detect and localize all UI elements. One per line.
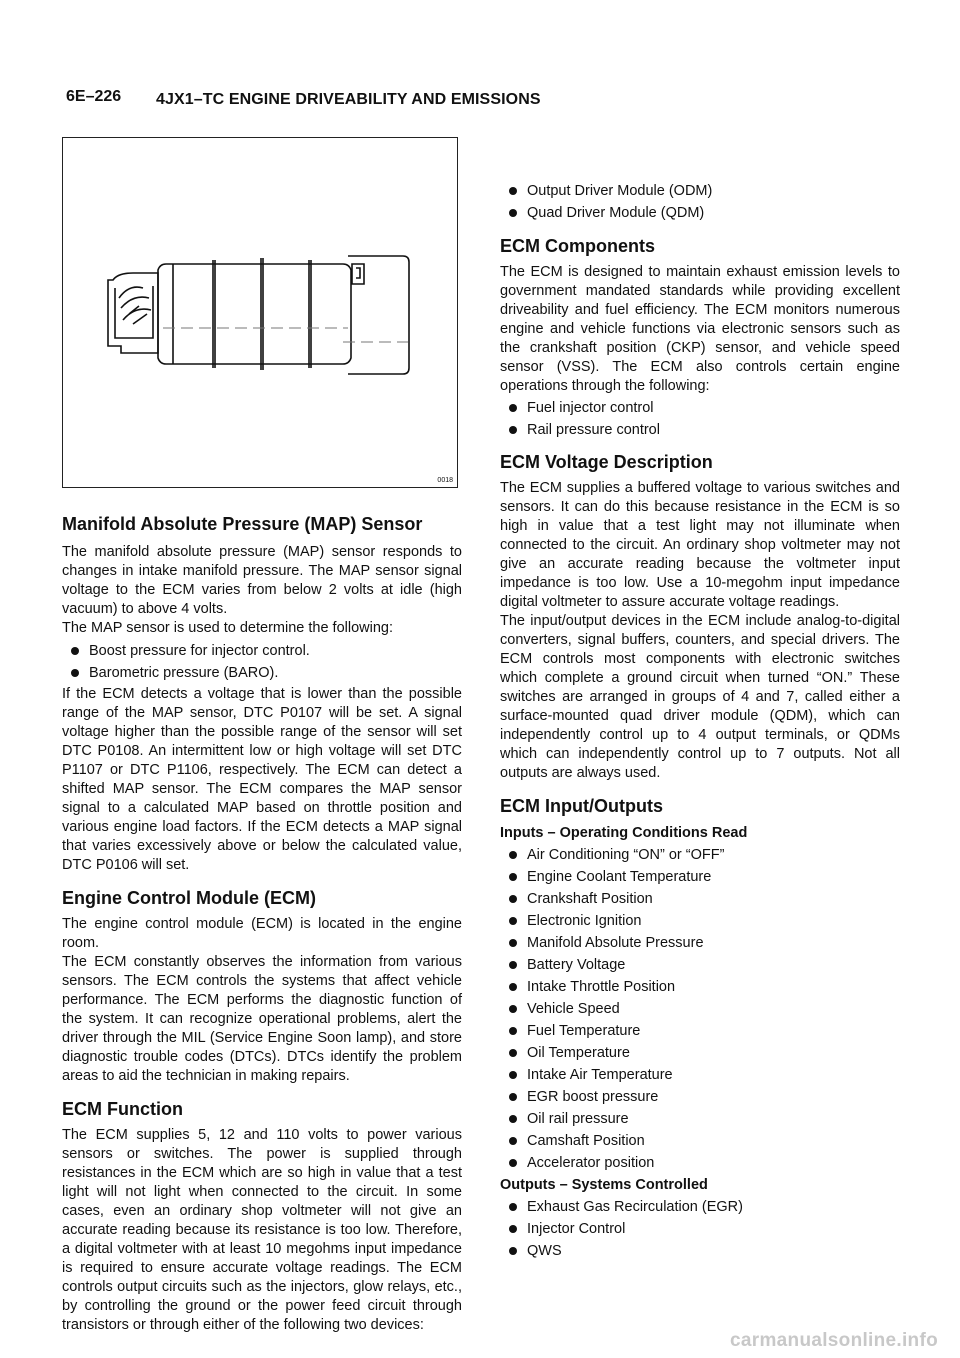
function-bullets bbox=[500, 180, 900, 224]
list-item: Air Conditioning “ON” or “OFF” bbox=[500, 844, 900, 866]
list-item: Quad Driver Module (QDM) bbox=[500, 202, 900, 224]
components-paragraph-1: The ECM is designed to maintain exhaust emission levels to government mandated standards while providing excellent driveability and fuel efficiency. The ECM monitors numerous engine and vehicle functions via electronic sensors such as the crankshaft position (CKP) sensor, and vehicle speed sensor (VSS). The ECM also controls certain engine operations through the following: bbox=[500, 264, 900, 394]
list-item: QWS bbox=[500, 1240, 900, 1262]
function-paragraph-1: The ECM supplies 5, 12 and 110 volts to power various sensors or switches. The power is supplied through resistances in the ECM which are so high in value that a test light will not light when connected to the circuit. In some cases, even an ordinary shop voltmeter will not give an accurate reading because its resistance is too low. Therefore, a digital voltmeter with at least 10 megohms input impedance is required to ensure accurate voltage readings. The ECM controls output circuits such as the injectors, glow relays, etc., by controlling the ground or the power feed circuit through transistors or through either of the following two devices: bbox=[62, 1127, 462, 1333]
voltage-paragraph-1: The ECM supplies a buffered voltage to various switches and sensors. It can do this because resistance in the ECM is so high in value that a test light may not illuminate when connected to the circuit. An ordinary shop voltmeter may not give an accurate reading because the voltmeter input impedance is too low. Use a 10-megohm input impedance digital voltmeter to assure accurate voltage readings. bbox=[500, 480, 900, 610]
list-item: Intake Throttle Position bbox=[500, 976, 900, 998]
components-heading: ECM Components bbox=[500, 236, 655, 256]
watermark: carmanualsonline.info bbox=[730, 1330, 938, 1351]
ecm-paragraph-1: The engine control module (ECM) is located in the engine room. bbox=[62, 916, 462, 951]
list-item: Crankshaft Position bbox=[500, 888, 900, 910]
components-section bbox=[500, 235, 900, 1262]
map-paragraph-1: The manifold absolute pressure (MAP) sensor responds to changes in intake manifold pressure. The MAP sensor signal voltage to the ECM varies from below 2 volts at idle (high vacuum) to above 4 volts. bbox=[62, 544, 462, 617]
figure-code: 0018 bbox=[437, 477, 453, 484]
list-item: Intake Air Temperature bbox=[500, 1064, 900, 1086]
list-item: Oil rail pressure bbox=[500, 1108, 900, 1130]
page-header-title: 4JX1–TC ENGINE DRIVEABILITY AND EMISSIONS bbox=[156, 91, 541, 108]
ecm-heading: Engine Control Module (ECM) bbox=[62, 888, 316, 908]
map-paragraph-3: If the ECM detects a voltage that is lower than the possible range of the MAP sensor, DTC P0107 will be set. A signal voltage higher than the possible range of the sensor will set DTC P0108. An intermittent low or high voltage will set DTC P1107 or DTC P1106, respectively. The ECM can detect a shifted MAP sensor. The ECM compares the MAP sensor signal to a calculated MAP based on throttle position and various engine load factors. If the ECM detects a MAP signal that varies excessively above or below the calculated value, DTC P0106 will set. bbox=[62, 686, 462, 873]
list-item: Barometric pressure (BARO). bbox=[62, 662, 462, 684]
list-item: Camshaft Position bbox=[500, 1130, 900, 1152]
outputs-list bbox=[500, 1196, 900, 1262]
map-bullets bbox=[62, 640, 462, 684]
list-item: Manifold Absolute Pressure bbox=[500, 932, 900, 954]
function-heading: ECM Function bbox=[62, 1099, 183, 1119]
list-item: Exhaust Gas Recirculation (EGR) bbox=[500, 1196, 900, 1218]
list-item: Injector Control bbox=[500, 1218, 900, 1240]
list-item: Accelerator position bbox=[500, 1152, 900, 1174]
list-item: Output Driver Module (ODM) bbox=[500, 180, 900, 202]
inputs-label: Inputs – Operating Conditions Read bbox=[500, 825, 748, 841]
list-item: Electronic Ignition bbox=[500, 910, 900, 932]
map-section bbox=[62, 513, 462, 1335]
list-item: Rail pressure control bbox=[500, 419, 900, 441]
list-item: Fuel injector control bbox=[500, 397, 900, 419]
list-item: Vehicle Speed bbox=[500, 998, 900, 1020]
outputs-label: Outputs – Systems Controlled bbox=[500, 1177, 708, 1193]
list-item: Battery Voltage bbox=[500, 954, 900, 976]
components-bullets bbox=[500, 397, 900, 441]
list-item: EGR boost pressure bbox=[500, 1086, 900, 1108]
map-sensor-figure bbox=[62, 137, 458, 488]
list-item: Oil Temperature bbox=[500, 1042, 900, 1064]
voltage-paragraph-2: The input/output devices in the ECM include analog-to-digital converters, signal buffers, counters, and special drivers. The ECM controls most components with electronic switches which complete a ground circuit when turned “ON.” These switches are arranged in groups of 4 and 7, called either a surface-mounted quad driver module (QDM), which can independently control up to 4 output terminals, or QDMs which can independently control up to 7 outputs. Not all outputs are always used. bbox=[500, 613, 900, 781]
map-sensor-illustration bbox=[63, 138, 457, 487]
map-paragraph-2: The MAP sensor is used to determine the following: bbox=[62, 620, 393, 636]
page-number: 6E–226 bbox=[66, 88, 122, 105]
inputs-list bbox=[500, 844, 900, 1174]
list-item: Boost pressure for injector control. bbox=[62, 640, 462, 662]
io-heading: ECM Input/Outputs bbox=[500, 796, 663, 816]
list-item: Engine Coolant Temperature bbox=[500, 866, 900, 888]
list-item: Fuel Temperature bbox=[500, 1020, 900, 1042]
function-bullets-block bbox=[500, 180, 900, 224]
ecm-paragraph-2: The ECM constantly observes the information from various sensors. The ECM controls the systems that affect vehicle performance. The ECM performs the diagnostic function of the system. It can recognize operational problems, alert the driver through the MIL (Service Engine Soon lamp), and store diagnostic trouble codes (DTCs). DTCs identify the problem areas to aid the technician in making repairs. bbox=[62, 954, 462, 1084]
voltage-heading: ECM Voltage Description bbox=[500, 452, 713, 472]
map-heading: Manifold Absolute Pressure (MAP) Sensor bbox=[62, 514, 423, 534]
